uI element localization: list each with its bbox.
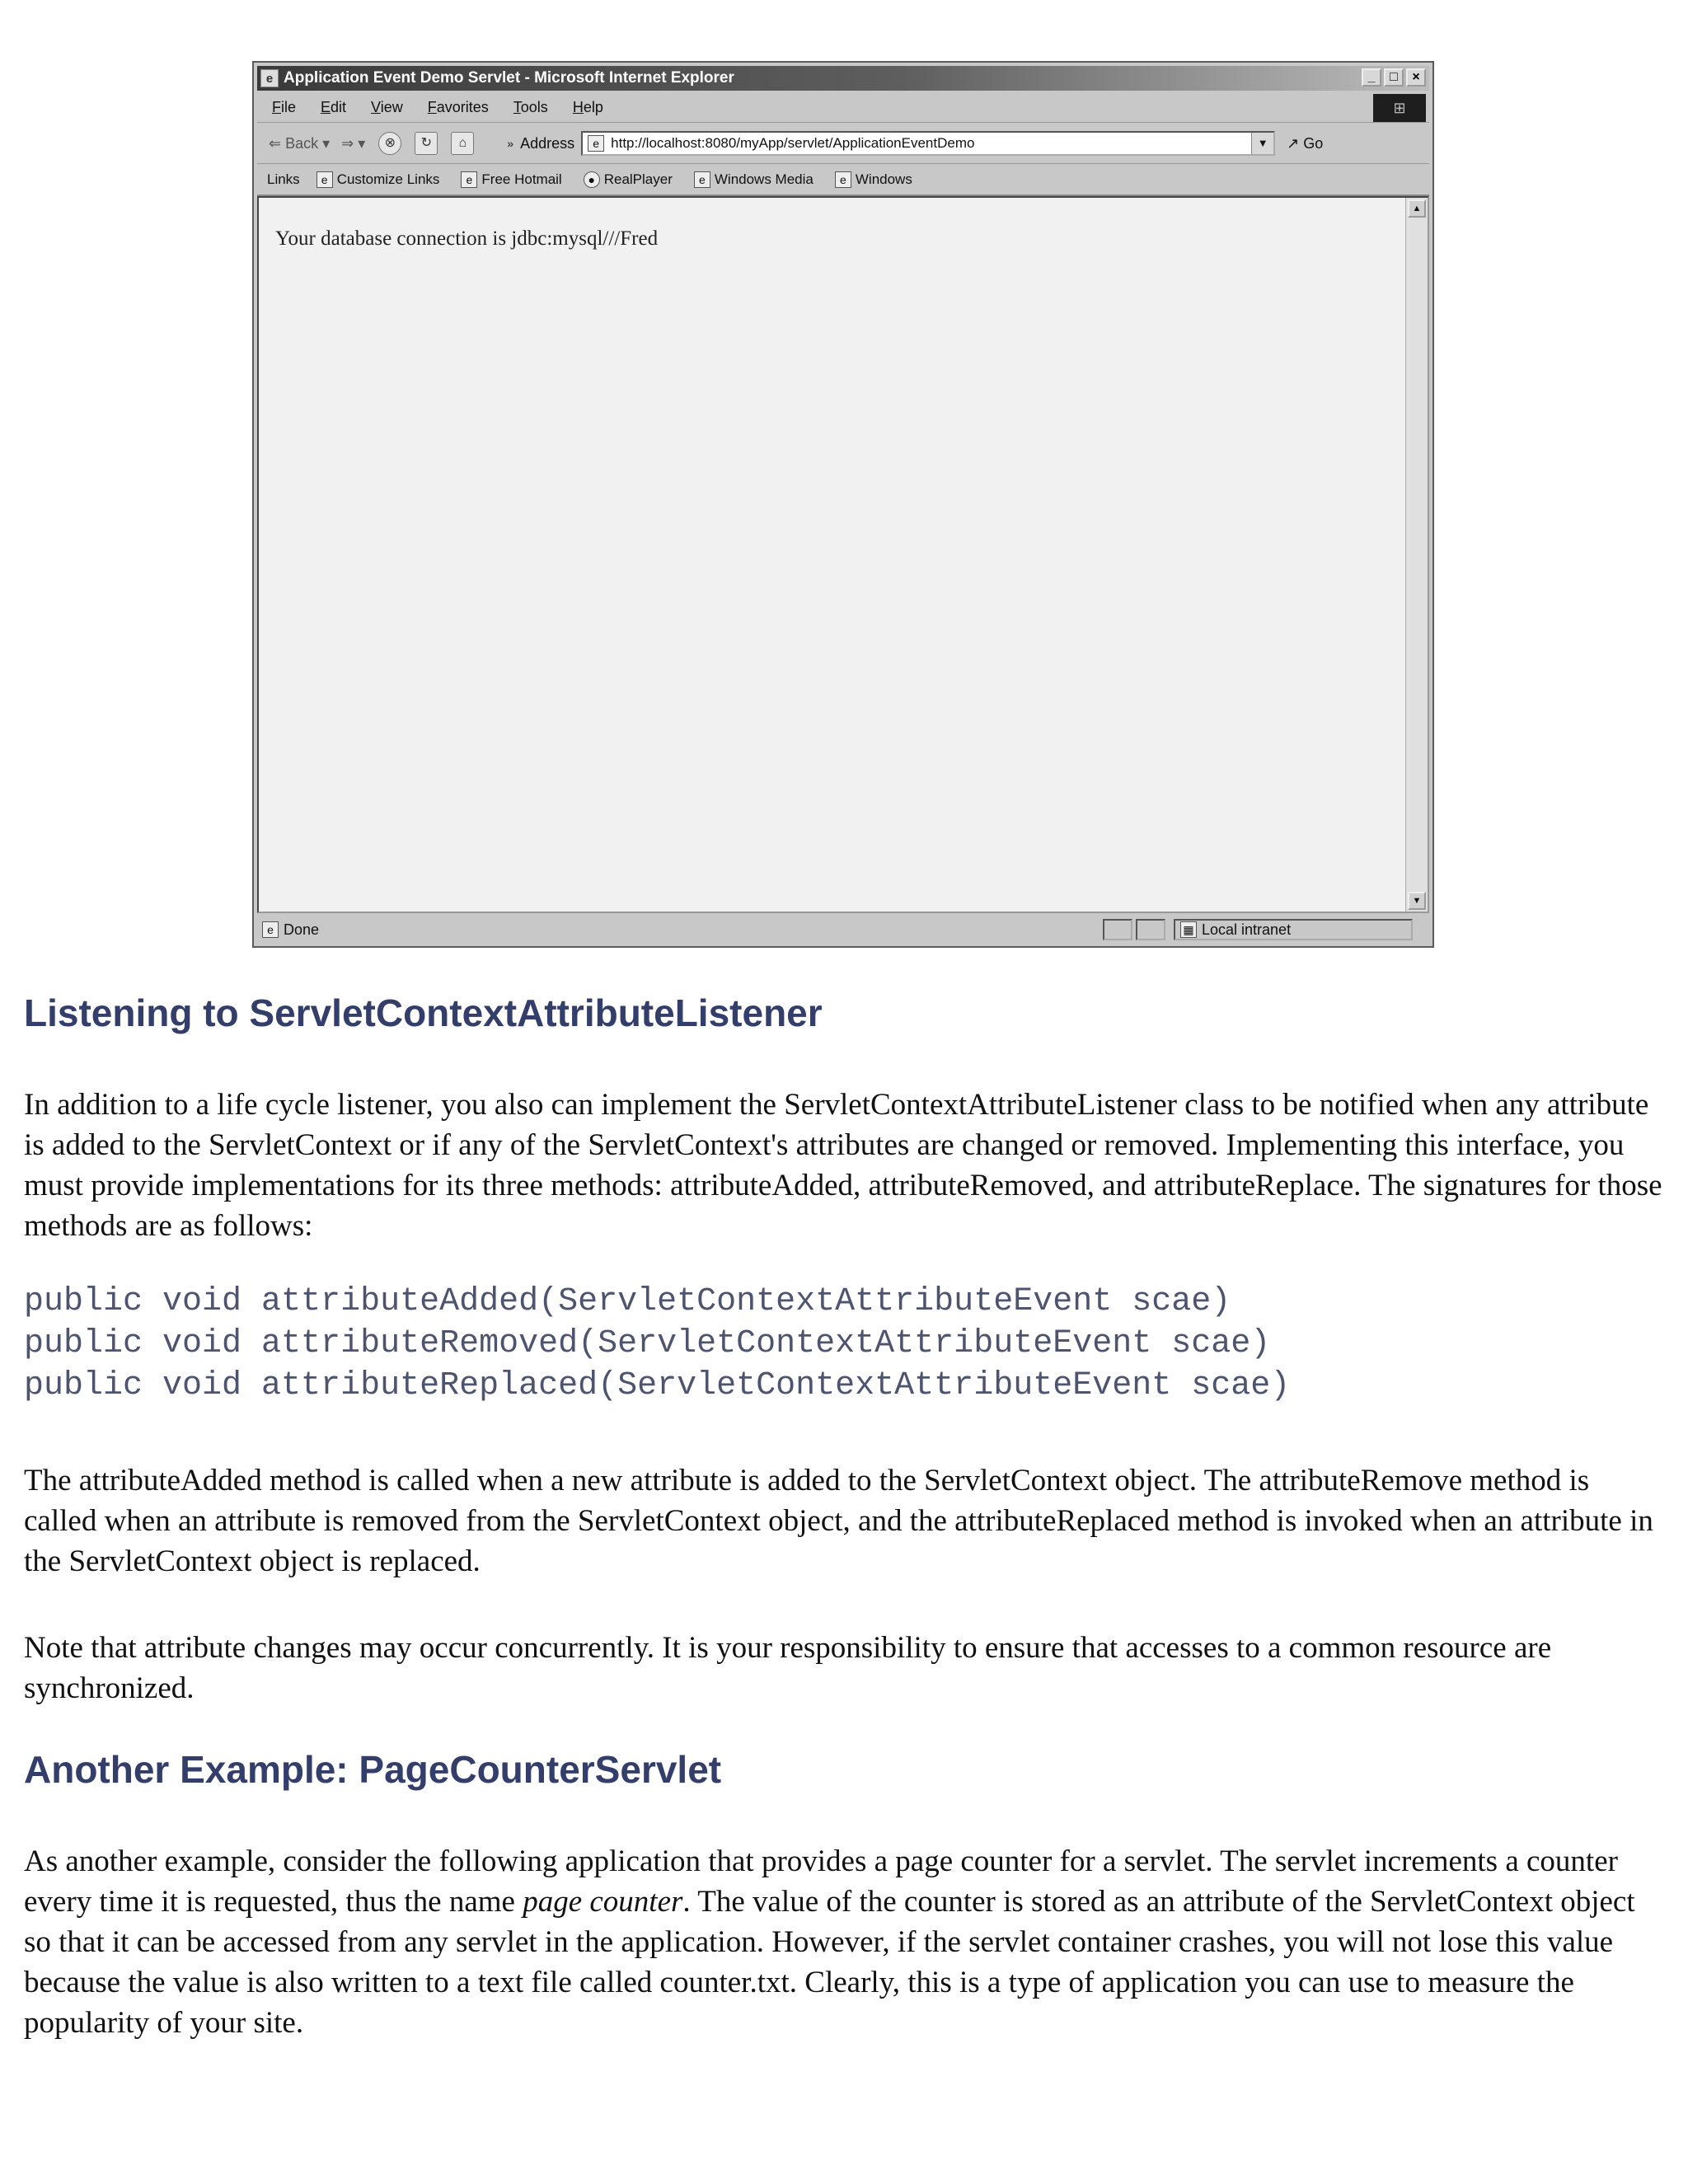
menu-favorites[interactable]: Favorites (427, 98, 489, 115)
code-block (24, 1281, 1290, 1407)
home-icon[interactable]: ⌂ (451, 132, 474, 155)
toolbar (257, 124, 1429, 164)
go-label: Go (1303, 134, 1324, 152)
maximize-icon[interactable]: □ (1384, 68, 1404, 87)
paragraph-intro: In addition to a life cycle listener, you also can implement the ServletContextAttributeListener class to be notified when any attribute is added to the ServletContext or if any of the ServletContext's attributes are changed or removed. Implementing this interface, you must provide implementations for its three methods: attributeAdded, attributeRemoved, and attributeReplace. The signatures for those methods are as follows: (24, 1088, 1662, 1243)
vertical-scrollbar[interactable] (1405, 198, 1428, 912)
code-line: public void attributeRemoved(ServletContextAttributeEvent scae) (24, 1325, 1271, 1362)
link-label: RealPlayer (603, 171, 673, 187)
page-icon: e (694, 171, 710, 188)
menu-file[interactable]: File (272, 98, 297, 115)
link-free-hotmail[interactable] (461, 171, 561, 188)
code-line: public void attributeAdded(ServletContextAttributeEvent scae) (24, 1283, 1231, 1320)
link-windows[interactable] (835, 171, 912, 188)
menu-tools[interactable]: Tools (513, 98, 548, 115)
title-bar (257, 66, 1429, 91)
paragraph-text: . The value of the counter is stored as an attribute of the ServletContext object so that it can be accessed from any servlet in the application. However, if the servlet container crashes, you will not lose this value because the value is also written to a text file called counter.txt. Clearly, this is a type of application you can use to measure the popularity of your site. (24, 1885, 1635, 2040)
emphasis-text: page counter (523, 1885, 683, 1919)
link-windows-media[interactable] (694, 171, 814, 188)
realplayer-icon: ● (584, 171, 600, 188)
paragraph-note: Note that attribute changes may occur concurrently. It is your responsibility to ensure that accesses to a common resource are synchronized. (24, 1631, 1552, 1705)
status-bar (257, 916, 1429, 943)
address-input[interactable] (581, 131, 1275, 156)
back-label: Back (285, 134, 319, 152)
chevron-down-icon: ▾ (318, 134, 331, 152)
windows-logo-icon: ⊞ (1373, 94, 1426, 122)
link-label: Free Hotmail (481, 171, 562, 187)
page-icon: e (262, 921, 279, 938)
go-arrow-icon: ↗ (1287, 134, 1300, 152)
link-label: Windows Media (714, 171, 814, 187)
menu-bar (257, 92, 1429, 123)
zone-label: Local intranet (1202, 921, 1292, 938)
links-bar (257, 165, 1429, 196)
code-line: public void attributeReplaced(ServletContextAttributeEvent scae) (24, 1367, 1291, 1404)
intranet-icon: ▦ (1180, 921, 1197, 938)
paragraph-text: As another example, consider the following application that provides a page counter for a servlet. The servlet increments a counter every time it is requested, thus the name (24, 1844, 1618, 1919)
menu-edit[interactable]: Edit (321, 98, 347, 115)
menu-help[interactable]: Help (572, 98, 603, 115)
menu-view[interactable]: View (371, 98, 403, 115)
scroll-down-icon[interactable]: ▼ (1408, 892, 1426, 910)
links-label: Links (267, 171, 300, 187)
refresh-icon[interactable]: ↻ (415, 132, 438, 155)
link-realplayer[interactable] (584, 171, 673, 188)
status-pane (1136, 919, 1165, 940)
scroll-up-icon[interactable]: ▲ (1408, 199, 1426, 218)
link-label: Customize Links (336, 171, 440, 187)
stop-icon[interactable]: ⊗ (378, 132, 401, 155)
address-value: http://localhost:8080/myApp/servlet/ApplicationEventDemo (611, 135, 975, 151)
status-panes (1103, 919, 1165, 940)
status-done (262, 921, 319, 939)
close-icon[interactable]: × (1406, 68, 1426, 87)
page-icon: e (316, 171, 333, 188)
status-text: Done (284, 921, 320, 938)
back-arrow-icon: ⇐ (269, 134, 286, 152)
paragraph-methods: The attributeAdded method is called when a new attribute is added to the ServletContext object. The attributeRemove method is called when an attribute is removed from the ServletContext object, and the attributeReplaced method is invoked when an attribute in the ServletContext object is replaced. (24, 1464, 1653, 1578)
page-icon: e (588, 135, 604, 152)
window-title: Application Event Demo Servlet - Microsoft Internet Explorer (284, 69, 734, 87)
back-button[interactable] (269, 135, 330, 152)
page-icon: e (835, 171, 851, 188)
section-heading-listener: Listening to ServletContextAttributeListener (24, 991, 823, 1034)
window-controls (1362, 68, 1426, 87)
go-button[interactable] (1287, 135, 1323, 152)
browser-screenshot (252, 61, 1434, 948)
status-pane (1103, 919, 1132, 940)
link-label: Windows (855, 171, 912, 187)
page-content-text: Your database connection is jdbc:mysql///Fred (275, 227, 659, 250)
browser-content (257, 196, 1429, 913)
chevron-down-icon[interactable]: ▼ (1251, 133, 1273, 154)
forward-button[interactable]: ⇒ ▾ (341, 134, 366, 152)
address-label: Address (520, 134, 575, 152)
section-heading-pagecounter: Another Example: PageCounterServlet (24, 1748, 722, 1791)
minimize-icon[interactable]: _ (1362, 68, 1381, 87)
security-zone (1174, 919, 1413, 940)
paragraph-pagecounter (24, 1841, 1664, 2043)
toolbar-overflow-icon[interactable]: » (507, 137, 514, 150)
ie-icon: e (260, 69, 279, 87)
page-icon: e (461, 171, 477, 188)
link-customize-links[interactable] (316, 171, 440, 188)
